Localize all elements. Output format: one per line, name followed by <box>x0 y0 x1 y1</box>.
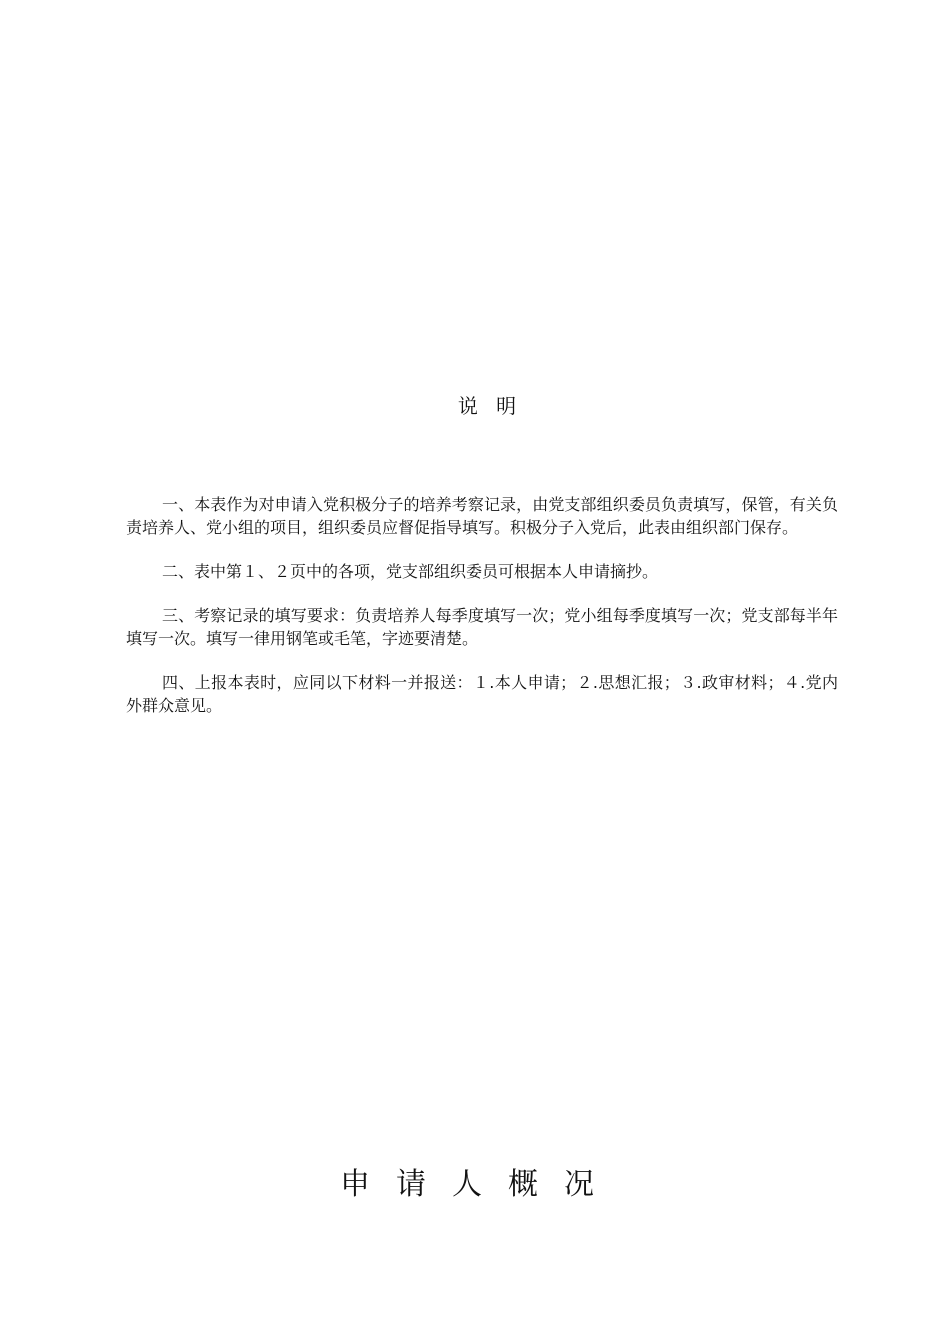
instruction-paragraph-2: 二、表中第１、２页中的各项，党支部组织委员可根据本人申请摘抄。 <box>162 562 659 581</box>
instruction-paragraph-1: 一、本表作为对申请入党积极分子的培养考察记录，由党支部组织委员负责填写，保管，有关负责培养人、党小组的项目，组织委员应督促指导填写。积极分子入党后，此表由组织部门保存。 <box>126 495 838 537</box>
instructions-body <box>126 493 838 717</box>
instruction-paragraph-3: 三、考察记录的填写要求：负责培养人每季度填写一次；党小组每季度填写一次；党支部每半年填写一次。填写一律用钢笔或毛笔，字迹要清楚。 <box>126 606 838 648</box>
instruction-paragraph-4: 四、上报本表时，应同以下材料一并报送：１.本人申请；２.思想汇报；３.政审材料；４.党内外群众意见。 <box>126 673 838 715</box>
applicant-overview-heading: 申请人概况 <box>340 1167 620 1202</box>
page-title: 说 明 <box>457 394 523 418</box>
